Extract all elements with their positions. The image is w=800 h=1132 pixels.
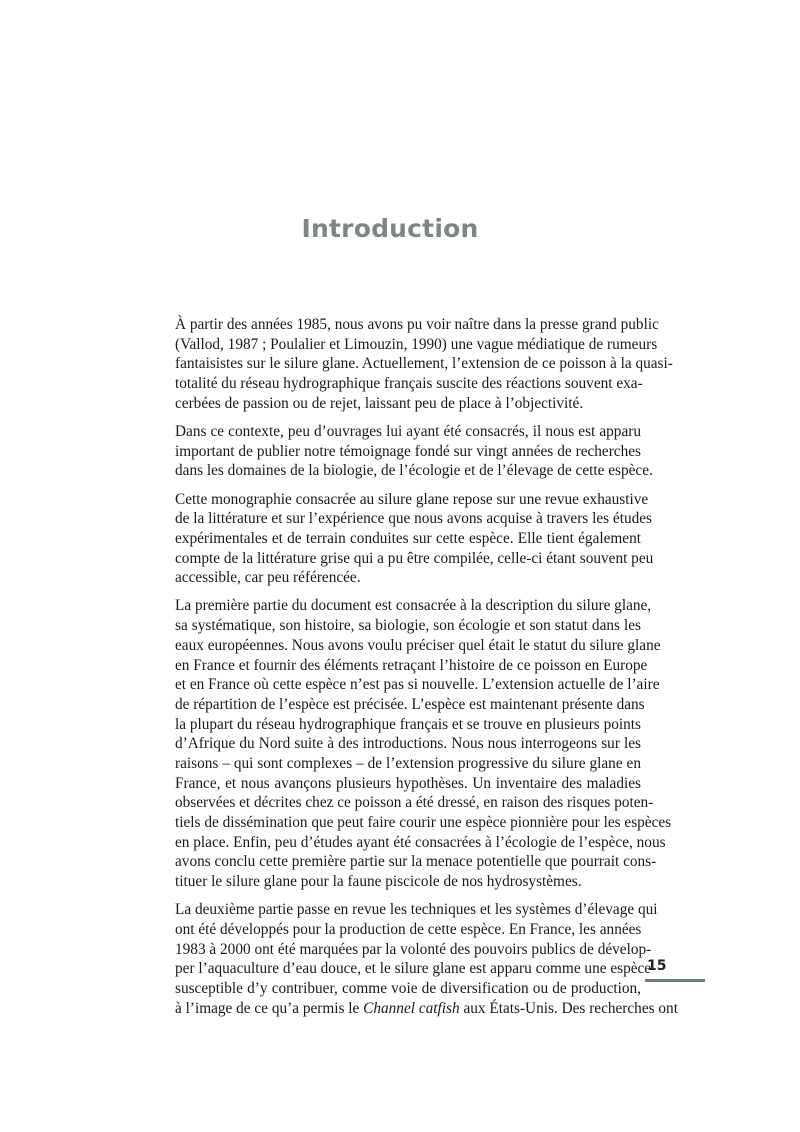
text-line: cerbées de passion ou de rejet, laissant peu de place à l’objectivité. [175, 394, 584, 412]
text-line: totalité du réseau hydrographique français suscite des réactions souvent exa- [175, 375, 643, 393]
text-line: tiels de dissémination que peut faire courir une espèce pionnière pour les espèces [175, 814, 672, 831]
page-number-rule [645, 979, 705, 982]
text-line [175, 999, 678, 1019]
text-line: important de publier notre témoignage fondé sur vingt années de recherches [175, 442, 641, 460]
text-line: La deuxième partie passe en revue les techniques et les systèmes d’élevage qui [175, 901, 658, 919]
text-line: la plupart du réseau hydrographique français et se trouve en plusieurs points [175, 715, 641, 733]
text-line: France, et nous avançons plusieurs hypothèses. Un inventaire des maladies [175, 774, 641, 792]
paragraph [175, 315, 673, 413]
page-title: Introduction [301, 214, 479, 243]
text-line: ont été développés pour la production de cette espèce. En France, les années [175, 920, 642, 938]
text-line: (Vallod, 1987 ; Poulalier et Limouzin, 1990) une vague médiatique de rumeurs [175, 335, 658, 353]
text-line: eaux européennes. Nous avons voulu préciser quel était le statut du silure glane [175, 636, 661, 654]
text-line: en France et fournir des éléments retraçant l’histoire de ce poisson en Europe [175, 656, 648, 674]
text-line: et en France où cette espèce n’est pas si nouvelle. L’extension actuelle de l’aire [175, 676, 660, 694]
text-line: Dans ce contexte, peu d’ouvrages lui ayant été consacrés, il nous est apparu [175, 422, 641, 440]
text-line: fantaisistes sur le silure glane. Actuellement, l’extension de ce poisson à la quasi- [175, 355, 673, 373]
text-line: d’Afrique du Nord suite à des introductions. Nous nous interrogeons sur les [175, 735, 641, 753]
text-line: tituer le silure glane pour la faune piscicole de nos hydrosystèmes. [175, 873, 582, 891]
text-line: avons conclu cette première partie sur la menace potentielle que pourrait cons- [175, 853, 657, 871]
text-line: Cette monographie consacrée au silure glane repose sur une revue exhaustive [175, 490, 649, 508]
text-line: compte de la littérature grise qui a pu être compilée, celle-ci étant souvent peu [175, 549, 654, 567]
paragraph [175, 490, 654, 588]
text-segment: aux États-Unis. Des recherches ont [463, 999, 678, 1017]
text-line: raisons – qui sont complexes – de l’extension progressive du silure glane en [175, 754, 641, 772]
text-line: 1983 à 2000 ont été marquées par la volonté des pouvoirs publics de dévelop- [175, 940, 652, 958]
text-line: La première partie du document est consacrée à la description du silure glane, [175, 597, 652, 615]
text-line: observées et décrites chez ce poisson a été dressé, en raison des risques poten- [175, 794, 654, 812]
text-line: en place. Enfin, peu d’études ayant été consacrées à l’écologie de l’espèce, nous [175, 833, 666, 851]
text-line: susceptible d’y contribuer, comme voie de diversification ou de production, [175, 980, 641, 997]
text-line: À partir des années 1985, nous avons pu voir naître dans la presse grand public [175, 316, 659, 333]
text-line: accessible, car peu référencée. [175, 569, 361, 587]
text-line: de répartition de l’espèce est précisée. L’espèce est maintenant présente dans [175, 695, 645, 713]
text-line: dans les domaines de la biologie, de l’écologie et de l’élevage de cette espèce. [175, 462, 653, 480]
text-segment: à l’image de ce qu’a permis le [175, 999, 360, 1017]
text-line: per l’aquaculture d’eau douce, et le silure glane est apparu comme une espèce [175, 960, 652, 978]
page-number: 15 [647, 958, 667, 974]
text-line: sa systématique, son histoire, sa biologie, son écologie et son statut dans les [175, 617, 641, 635]
italic-term: Channel catfish [363, 999, 460, 1017]
text-line: de la littérature et sur l’expérience que nous avons acquise à travers les études [175, 510, 652, 528]
paragraph [175, 596, 672, 891]
paragraph [175, 422, 653, 481]
text-line: expérimentales et de terrain conduites sur cette espèce. Elle tient également [175, 529, 641, 547]
